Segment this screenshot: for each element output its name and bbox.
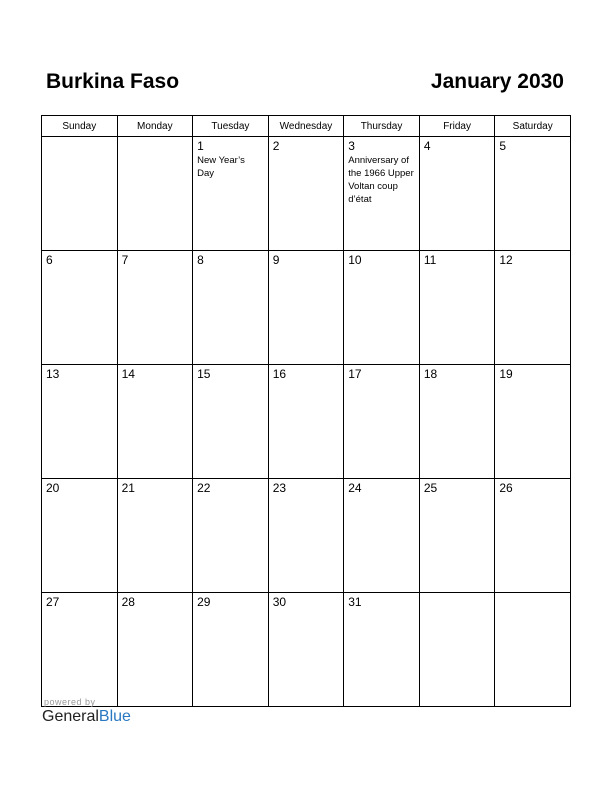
day-cell — [419, 137, 495, 251]
weekday-thursday: Thursday — [344, 116, 420, 137]
day-number: 27 — [46, 595, 60, 609]
day-cell — [419, 251, 495, 365]
day-cell — [419, 593, 495, 707]
day-number: 22 — [197, 481, 211, 495]
day-cell — [344, 137, 420, 251]
day-cell — [117, 365, 193, 479]
day-cell — [344, 593, 420, 707]
day-number: 10 — [348, 253, 362, 267]
day-cell — [268, 251, 344, 365]
day-cell — [193, 479, 269, 593]
day-number: 5 — [499, 139, 507, 153]
day-cell — [495, 593, 571, 707]
weekday-saturday: Saturday — [495, 116, 571, 137]
generalblue-logo — [42, 708, 131, 726]
day-number: 17 — [348, 367, 362, 381]
day-number: 23 — [272, 481, 287, 495]
day-number: 21 — [121, 481, 135, 495]
day-number: 28 — [121, 595, 135, 609]
day-cell — [117, 137, 193, 251]
day-cell — [419, 479, 495, 593]
weekday-tuesday: Tuesday — [193, 116, 269, 137]
weekday-friday: Friday — [419, 116, 495, 137]
day-cell — [42, 137, 118, 251]
day-number: 1 — [197, 139, 204, 153]
day-number: 13 — [46, 367, 60, 381]
weekday-sunday: Sunday — [42, 116, 118, 137]
brand-general-text: General — [42, 708, 99, 725]
holiday-label: Anniversary of the 1966 Upper Voltan coup d’état — [348, 155, 414, 205]
day-cell — [344, 251, 420, 365]
day-number: 19 — [499, 367, 513, 381]
week-row — [42, 593, 571, 707]
day-cell — [344, 365, 420, 479]
day-cell — [42, 593, 118, 707]
day-number: 3 — [348, 139, 355, 153]
day-number: 8 — [197, 253, 204, 267]
week-row — [42, 365, 571, 479]
day-cell — [42, 365, 118, 479]
week-row — [42, 251, 571, 365]
calendar-grid — [41, 115, 571, 707]
day-cell — [193, 593, 269, 707]
day-number: 30 — [272, 595, 287, 609]
day-number: 26 — [499, 481, 513, 495]
week-row — [42, 137, 571, 251]
weekday-wednesday: Wednesday — [268, 116, 344, 137]
day-cell — [42, 251, 118, 365]
day-cell — [495, 479, 571, 593]
day-cell — [419, 365, 495, 479]
day-cell — [268, 137, 344, 251]
day-number: 12 — [499, 253, 513, 267]
day-number: 7 — [121, 253, 129, 267]
day-cell — [193, 251, 269, 365]
month-title: January 2030 — [430, 70, 564, 93]
day-number: 11 — [423, 253, 437, 267]
day-cell — [495, 137, 571, 251]
day-number: 4 — [423, 139, 431, 153]
day-cell — [268, 479, 344, 593]
day-number: 15 — [197, 367, 211, 381]
day-cell — [193, 137, 269, 251]
country-title: Burkina Faso — [46, 70, 180, 93]
day-cell — [495, 251, 571, 365]
brand-blue-text: Blue — [98, 708, 131, 725]
day-number: 29 — [197, 595, 211, 609]
day-cell — [268, 593, 344, 707]
day-number: 25 — [423, 481, 438, 495]
day-cell — [117, 251, 193, 365]
day-cell — [268, 365, 344, 479]
day-cell — [193, 365, 269, 479]
day-cell — [117, 593, 193, 707]
day-number: 31 — [348, 595, 362, 609]
day-number: 24 — [348, 481, 362, 495]
holiday-label: New Year’s Day — [197, 155, 245, 179]
week-row — [42, 479, 571, 593]
weekday-monday: Monday — [117, 116, 193, 137]
day-cell — [117, 479, 193, 593]
weekday-header-row — [42, 116, 571, 137]
powered-by-text: powered by — [44, 697, 96, 707]
day-number: 2 — [272, 139, 280, 153]
day-number: 20 — [46, 481, 60, 495]
day-cell — [42, 479, 118, 593]
day-number: 16 — [272, 367, 287, 381]
day-cell — [344, 479, 420, 593]
day-number: 14 — [121, 367, 135, 381]
day-number: 9 — [272, 253, 280, 267]
day-number: 18 — [423, 367, 438, 381]
day-cell — [495, 365, 571, 479]
day-number: 6 — [46, 253, 53, 267]
